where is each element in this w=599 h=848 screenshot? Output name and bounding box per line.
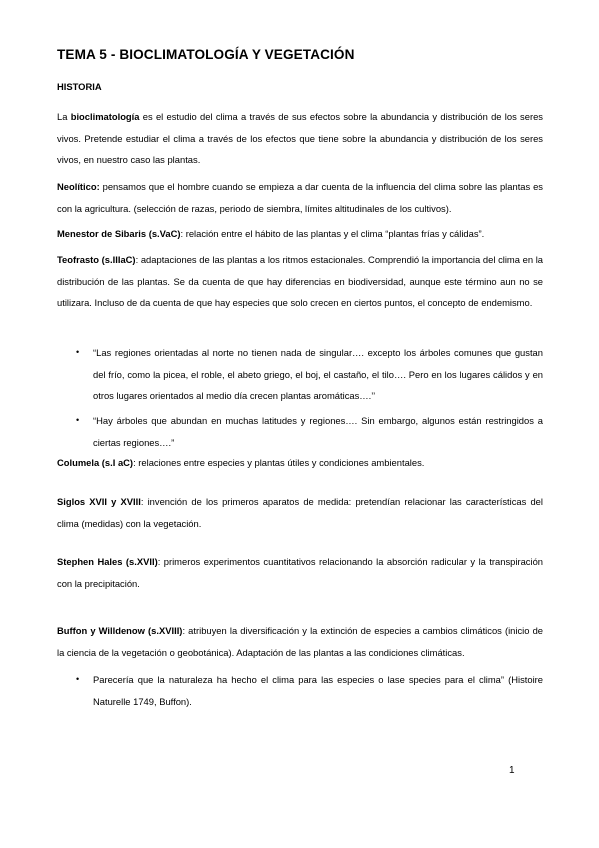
intro-prefix: La — [57, 111, 71, 122]
entry-neolitico — [57, 176, 543, 219]
intro-paragraph — [57, 106, 543, 171]
list-item — [57, 342, 543, 407]
quote-text: “Las regiones orientadas al norte no tienen nada de singular…. excepto los árboles comunes que gustan del frío, como la picea, el roble, el abeto griego, el boj, el castaño, el tilo…. Pero en los lugares cálidos y en otros lugares orientados al medio día crecen plantas aromáticas….’’ — [93, 347, 543, 402]
entry-term: Columela (s.I aC) — [57, 457, 134, 468]
entry-text: : primeros experimentos cuantitativos relacionando la absorción radicular y la transpiración con la precipitación. — [57, 556, 543, 589]
entry-columela — [57, 452, 543, 474]
entry-term: Stephen Hales (s.XVII) — [57, 556, 158, 567]
entry-hales — [57, 551, 543, 594]
entry-text: pensamos que el hombre cuando se empieza a dar cuenta de la influencia del clima sobre las plantas es con la agricultura. (selección de razas, periodo de siembra, límites altitudinales de los cultivos). — [57, 181, 543, 214]
entry-text: : relaciones entre especies y plantas útiles y condiciones ambientales. — [133, 457, 425, 468]
list-item — [57, 669, 543, 712]
intro-term: bioclimatología — [70, 111, 140, 122]
quote-text: Parecería que la naturaleza ha hecho el clima para las especies o lase species para el clima” (Histoire Naturelle 1749, Buffon). — [93, 674, 543, 707]
entry-term: Siglos XVII y XVIII — [57, 496, 141, 507]
bullet-icon: • — [76, 415, 80, 426]
entry-text: : adaptaciones de las plantas a los ritmos estacionales. Comprendió la importancia del clima en la distribución de las plantas. Se da cuenta de que hay diferencias en biodiversidad, aunque este término aun no se utilizara. Incluso de da cuenta de que hay especies que solo crecen en ciertos puntos, el concepto de endemismo. — [57, 254, 544, 309]
entry-term: Menestor de Sibaris (s.VaC) — [57, 228, 181, 239]
entry-term: Buffon y Willdenow (s.XVIII) — [57, 625, 183, 636]
bullet-icon: • — [76, 674, 80, 684]
entry-teofrasto — [57, 249, 543, 314]
page-title: TEMA 5 - BIOCLIMATOLOGÍA Y VEGETACIÓN — [57, 47, 355, 62]
page-number: 1 — [509, 765, 515, 776]
entry-text: : invención de los primeros aparatos de medida: pretendían relacionar las características del clima (medidas) con la vegetación. — [57, 496, 543, 529]
buffon-quote-list — [57, 669, 543, 715]
section-heading: HISTORIA — [57, 81, 102, 92]
intro-text: es el estudio del clima a través de sus efectos sobre la abundancia y distribución de los seres vivos. Pretende estudiar el clima a través de los efectos que tiene sobre la abundancia y distribución de los seres vivos, en nuestro caso las plantas. — [57, 111, 543, 166]
entry-siglos — [57, 491, 543, 534]
entry-term: Neolítico: — [57, 181, 100, 192]
entry-text: : atribuyen la diversificación y la extinción de especies a cambios climáticos (inicio de la ciencia de la vegetación o geobotánica). Adaptación de las plantas a las condiciones climáticas. — [57, 625, 544, 658]
bullet-icon: • — [76, 347, 80, 357]
list-item — [57, 410, 543, 453]
entry-term: Teofrasto (s.IIIaC) — [57, 254, 136, 265]
entry-buffon — [57, 620, 543, 663]
teofrasto-quote-list — [57, 342, 543, 457]
quote-text: “Hay árboles que abundan en muchas latitudes y regiones…. Sin embargo, algunos están restringidos a ciertas regiones….” — [93, 415, 543, 448]
entry-menestor — [57, 223, 543, 245]
entry-text: : relación entre el hábito de las plantas y el clima “plantas frías y cálidas”. — [180, 228, 485, 239]
